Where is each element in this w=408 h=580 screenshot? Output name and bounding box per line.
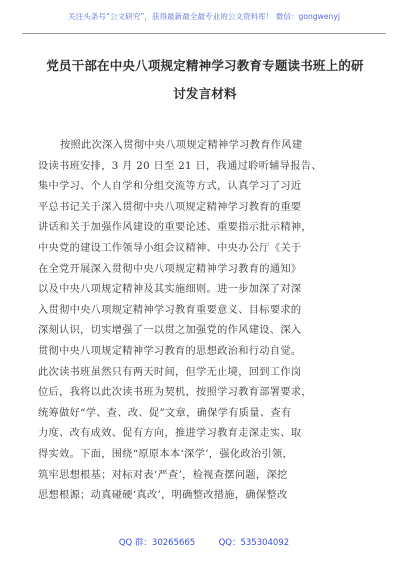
body-line: 中央党的建设工作领导小组会议精神、中央办公厅《关于 [38,242,302,254]
body-line: 在全党开展深入贯彻中央八项规定精神学习教育的通知》 [38,263,302,275]
body-line: 位后，我将以此次读书班为契机，按照学习教育部署要求， [38,387,312,399]
document-body [38,136,374,507]
document-title [40,52,370,108]
body-line: 深刻认识，切实增强了一以贯之加强党的作风建设、深入 [38,325,302,337]
body-line: 思想根源；动真碰硬‘真改’，明确整改措施，确保整改 [38,490,288,502]
header-banner-text: 关注头条号“公文研究”，获得最新最全最专业的公文资料库！ 微信：gongwenyj [68,12,340,21]
body-line: 按照此次深入贯彻中央八项规定精神学习教育作风建 [60,140,303,151]
footer-contact [0,536,408,548]
body-line: 以及中央八项规定精神及其实施细则。进一步加深了对深 [38,284,302,296]
body-line: 集中学习、个人自学和分组交流等方式，认真学习了习近 [38,181,302,193]
body-line: 筑牢思想根基；对标对表‘严查’，检视查摆问题，深挖 [38,469,288,481]
body-line: 统筹做好“学、查、改、促”文章，确保学有质量、查有 [38,407,292,419]
title-line: 讨发言材料 [173,86,237,101]
header-divider [22,33,386,34]
header-banner [22,10,386,24]
body-line: 设读书班安排，3 月 20 日至 21 日，我通过聆听辅导报告、 [38,160,322,172]
body-line: 得实效。下面，围绕“原原本本‘深学’，强化政治引领， [38,448,294,460]
body-line: 此次读书班虽然只有两天时间，但学无止境，回到工作岗 [38,366,302,378]
body-line: 入贯彻中央八项规定精神学习教育重要意义、目标要求的 [38,304,302,316]
body-line: 力度、改有成效、促有方向，推进学习教育走深走实、取 [38,428,302,440]
body-line: 讲话和关于加强作风建设的重要论述、重要指示批示精神， [38,222,312,234]
footer-qq-group: QQ 群：30265665 [118,538,196,548]
body-line: 贯彻中央八项规定精神学习教育的思想政治和行动自觉。 [38,345,302,357]
title-line: 党员干部在中央八项规定精神学习教育专题读书班上的研 [46,58,364,73]
footer-qq: QQ：535304092 [218,538,290,548]
body-line: 平总书记关于深入贯彻中央八项规定精神学习教育的重要 [38,201,302,213]
